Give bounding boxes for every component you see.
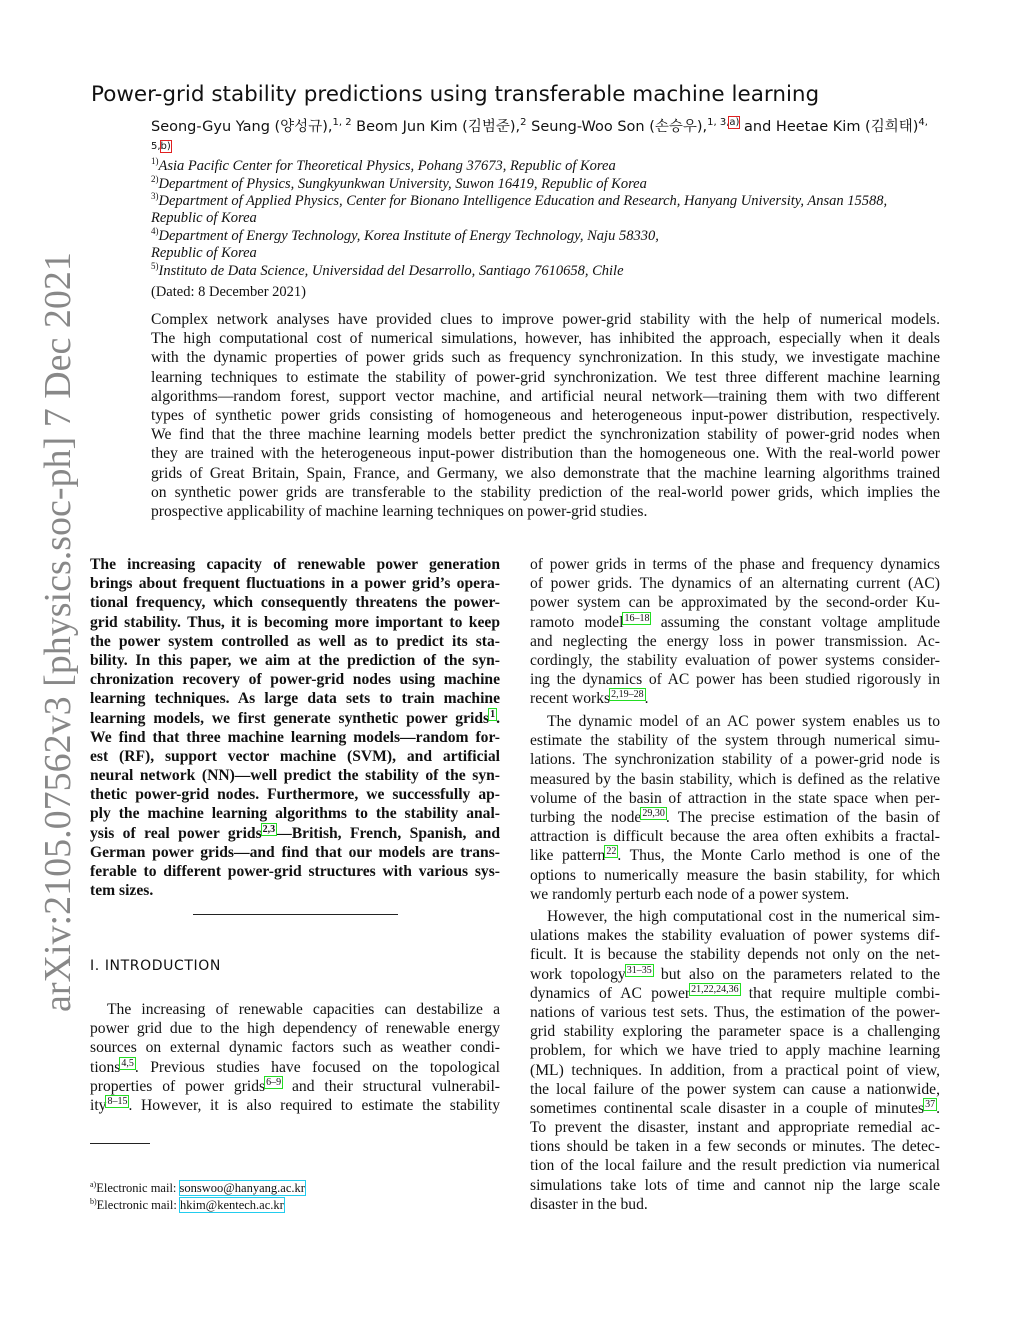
body-paragraph [530, 712, 940, 904]
text-line: The increasing capacity of renewable power generation [90, 556, 500, 573]
text-line: tion of the local failure and the result prediction via numerical [530, 1157, 940, 1175]
text-line: learning techniques to estimate the stability of power-grid synchronization. We test three different machine learning [151, 368, 940, 386]
text-line: ing the dynamics of AC power has been studied rigorously in [530, 671, 940, 689]
text-line: ysis of real power grids$^{2,3}$—British, French, Spanish, and [90, 823, 500, 842]
text-line: (ML) techniques. In addition, from a practical point of view, [530, 1061, 940, 1079]
citation-link[interactable]: 2,19–28 [611, 689, 644, 701]
text-line: Complex network analyses have provided clues to improve power-grid stability with the help of numerical models. [151, 311, 940, 328]
text-line: learning techniques. As large data sets to train machine [90, 690, 500, 708]
arxiv-side-stamp: arXiv:2105.07562v3 [physics.soc-ph] 7 Dec 2021 [37, 252, 79, 1012]
lead-paragraph [90, 555, 500, 900]
author: Beom Jun Kim (김범준),$^2$ [356, 117, 527, 135]
text-line: options to numerically measure the basin stability, for which [530, 866, 940, 884]
separator-rule [193, 914, 398, 915]
citation-link[interactable]: 29,30 [642, 807, 665, 819]
text-line: attraction is difficult because the area often exhibits a fractal- [530, 828, 940, 846]
text-line: they are trained with the heterogeneous input-power distribution than the homogeneous one. With the real-world power [151, 445, 940, 463]
text-line: bility. In this paper, we aim at the prediction of the syn- [90, 651, 500, 669]
text-line: tional frequency, which consequently threatens the power- [90, 594, 500, 612]
text-line: recent works$^{2,19-28}$. [530, 689, 649, 708]
text-line: lations. The synchronization stability of a power-grid node is [530, 751, 940, 769]
text-line: brings about frequent fluctuations in a power grid’s opera- [90, 575, 500, 593]
affiliation: $^{2)}$Department of Physics, Sungkyunkwan University, Suwon 16419, Republic of Korea [151, 174, 647, 192]
text-line: neural network (NN)—well predict the stability of the syn- [90, 767, 500, 785]
text-line: measured by the basin stability, which is defined as the relative [530, 770, 940, 788]
text-line: types of synthetic power grids consisting of homogeneous and heterogeneous input-power distribution, respectively. [151, 406, 940, 424]
text-line: German power grids—and find that our models are trans- [90, 843, 500, 861]
citation-link[interactable]: 4,5 [121, 1057, 134, 1069]
text-line: sometimes continental scale disaster in a couple of minutes$^{37}$. [530, 1098, 940, 1117]
text-line: The dynamic model of an AC power system enables us to [547, 713, 940, 730]
text-line: we randomly perturb each node of a power system. [530, 885, 850, 903]
text-line: thetic power-grid nodes. Furthermore, we successfully ap- [90, 786, 500, 804]
text-line: volume of the basin of attraction in the state space when per- [530, 789, 940, 807]
text-line: on synthetic power grids are transferable to the stability prediction of the real-world power grids, which implies the [151, 483, 940, 501]
email-link[interactable]: sonswoo@hanyang.ac.kr [179, 1181, 305, 1196]
text-line: est (RF), support vector machine (SVM), and artificial [90, 747, 500, 765]
text-line: ramoto model$^{16-18}$ assuming the constant voltage amplitude [530, 612, 941, 631]
text-line: and neglecting the energy loss in power transmission. Ac- [530, 632, 940, 650]
text-line: The increasing of renewable capacities can destabilize a [107, 1001, 500, 1018]
text-line: We find that three machine learning models—random for- [90, 728, 500, 746]
text-line: of power grids. The dynamics of an alternating current (AC) [530, 575, 940, 593]
text-line: tions should be taken in a few seconds or minutes. The detec- [530, 1138, 940, 1156]
text-line: grids of Great Britain, Spain, France, and Germany, we also demonstrate that the machine learning algorithms trained [151, 464, 940, 482]
text-line: work topology$^{31-35}$ but also on the parameters related to the [530, 964, 940, 983]
text-line: algorithms—random forest, support vector machine, and artificial neural network—training them with two different [151, 387, 940, 405]
intro-paragraph [90, 1000, 500, 1115]
citation-link[interactable]: 1 [490, 708, 496, 720]
affiliation: $^{4)}$Department of Energy Technology, Korea Institute of Energy Technology, Naju 58330, Republic of Korea [151, 226, 659, 262]
footnote-rule [90, 1143, 150, 1144]
author: Seong-Gyu Yang (양성규),$^{1, 2}$ [151, 117, 352, 135]
citation-link[interactable]: 21,22,24,36 [691, 983, 739, 995]
text-line: ficult. It is because the stability depends not only on the net- [530, 946, 940, 964]
text-line: nations of various test sets. Thus, the estimation of the power- [530, 1003, 940, 1021]
text-line: ulations makes the stability evaluation of power systems dif- [530, 927, 940, 945]
citation-link[interactable]: 37 [925, 1098, 936, 1110]
body-paragraph [530, 555, 940, 709]
text-line: We find that the three machine learning models better predict the synchronization stability of power-grid nodes when [151, 426, 940, 444]
affiliation: $^{5)}$Instituto de Data Science, Universidad del Desarrollo, Santiago 7610658, Chile [151, 261, 624, 279]
text-line: ply the machine learning algorithms to the stability anal- [90, 805, 500, 823]
author: Seung-Woo Son (손승우),$^{1, 3,a)}$ [531, 117, 740, 135]
email-link[interactable]: hkim@kentech.ac.kr [179, 1198, 284, 1213]
text-line: of power grids in terms of the phase and frequency dynamics [530, 556, 940, 573]
dated: (Dated: 8 December 2021) [151, 284, 307, 300]
text-line: To prevent the disaster, instant and appropriate remedial ac- [530, 1119, 940, 1137]
footnote: $^{a)}$Electronic mail: sonswoo@hanyang.ac.kr [90, 1180, 305, 1196]
text-line: cordingly, the stability evaluation of power systems consider- [530, 651, 940, 669]
citation-link[interactable]: 8–15 [107, 1095, 128, 1107]
text-line: turbing the node$^{29,30}$. The precise estimation of the basin of [530, 807, 940, 826]
text-line: The high computational cost of numerical simulations, however, has inhibited the approach, especially when it deals [151, 330, 940, 348]
text-line: problem, for which we have tried to apply machine learning [530, 1042, 940, 1060]
text-line: with the dynamic properties of power grids such as frequency synchronization. In this study, we investigate machine [151, 349, 940, 367]
affiliation: $^{3)}$Department of Applied Physics, Center for Bionano Intelligence Education and Research, Hanyang University, Ansan 15588, Republic of Korea [151, 191, 888, 227]
citation-link[interactable]: 2,3 [262, 823, 276, 835]
footnote-link[interactable]: a) [729, 117, 740, 128]
text-line: ferable to different power-grid structures with various sys- [90, 863, 500, 880]
citation-link[interactable]: 31–35 [626, 964, 652, 976]
text-line: tem sizes. [90, 882, 154, 900]
body-paragraph [530, 907, 940, 1214]
text-line: properties of power grids$^{6-9}$ and their structural vulnerabil- [90, 1076, 500, 1095]
text-line: simulations take lots of time and cannot nip the large scale [530, 1176, 940, 1194]
text-line: sources on external dynamic factors such as weather condi- [90, 1039, 500, 1057]
section-heading: I. INTRODUCTION [90, 958, 221, 974]
text-line: power system can be approximated by the second-order Ku- [530, 594, 940, 612]
text-line: tions$^{4,5}$. Previous studies have focused on the topological [90, 1057, 500, 1076]
citation-link[interactable]: 16–18 [624, 612, 650, 624]
text-line: estimate the stability of the system through numerical simu- [530, 732, 940, 750]
text-line: the local failure of the power system can cause a nationwide, [530, 1080, 940, 1098]
text-line: ity$^{8-15}$. However, it is also required to estimate the stability [90, 1095, 500, 1114]
text-line: prospective applicability of machine learning techniques on power-grid studies. [151, 502, 648, 520]
citation-link[interactable]: 22 [606, 846, 617, 858]
text-line: power grid due to the high dependency of renewable energy [90, 1020, 500, 1038]
affiliation: $^{1)}$Asia Pacific Center for Theoretical Physics, Pohang 37673, Republic of Korea [151, 156, 616, 174]
citation-link[interactable]: 6–9 [266, 1076, 282, 1088]
text-line: grid stability. Thus, it is becoming more important to keep [90, 613, 500, 631]
text-line: learning models, we first generate synthetic power grids$^1$. [90, 708, 500, 727]
text-line: dynamics of AC power$^{21,22,24,36}$ that require multiple combi- [530, 983, 940, 1002]
text-line: However, the high computational cost in the numerical sim- [547, 908, 940, 925]
abstract [151, 310, 940, 521]
text-line: disaster in the bud. [530, 1195, 648, 1213]
text-line: grid stability exploring the parameter space is a challenging [530, 1023, 940, 1041]
text-line: chronization recovery of power-grid nodes using machine [90, 671, 500, 689]
footnote: $^{b)}$Electronic mail: hkim@kentech.ac.kr [90, 1197, 284, 1213]
text-line: like pattern$^{22}$. Thus, the Monte Carlo method is one of the [530, 846, 940, 865]
footnote-link[interactable]: b) [160, 141, 171, 152]
paper-title: Power-grid stability predictions using transferable machine learning [91, 82, 820, 107]
text-line: the power system controlled as well as to predict its sta- [90, 632, 500, 650]
author: and Heetae Kim (김희태)$^{4, 5,b)}$ [151, 117, 928, 153]
